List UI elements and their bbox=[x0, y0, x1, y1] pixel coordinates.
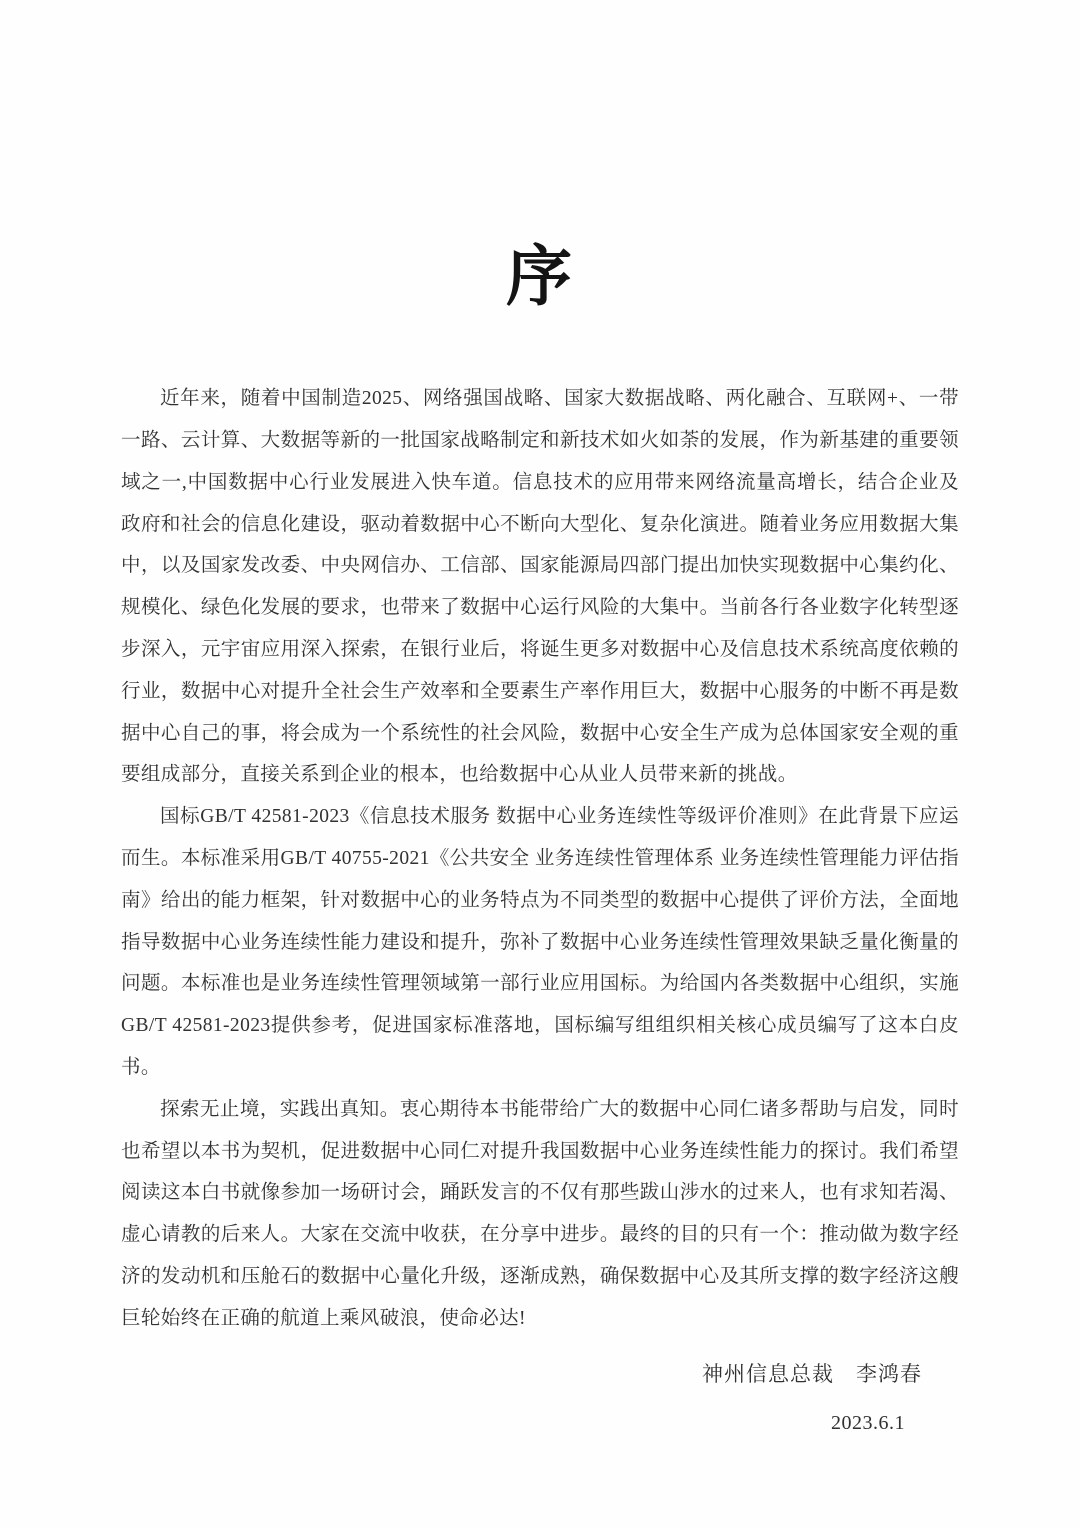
paragraph: 探索无止境，实践出真知。衷心期待本书能带给广大的数据中心同仁诸多帮助与启发，同时也希望以本书为契机，促进数据中心同仁对提升我国数据中心业务连续性能力的探讨。我们希望阅读这本白书就像参加一场研讨会，踊跃发言的不仅有那些跋山涉水的过来人，也有求知若渴、虚心请教的后来人。大家在交流中收获，在分享中进步。最终的目的只有一个：推动做为数字经济的发动机和压舱石的数据中心量化升级，逐渐成熟，确保数据中心及其所支撑的数字经济这艘巨轮始终在正确的航道上乘风破浪，使命必达! bbox=[121, 1098, 959, 1329]
document-body bbox=[121, 378, 959, 1339]
page-title: 序 bbox=[506, 241, 574, 314]
date: 2023.6.1 bbox=[831, 1411, 905, 1434]
paragraph: 近年来，随着中国制造2025、网络强国战略、国家大数据战略、两化融合、互联网+、一带一路、云计算、大数据等新的一批国家战略制定和新技术如火如荼的发展，作为新基建的重要领域之一,中国数据中心行业发展进入快车道。信息技术的应用带来网络流量高增长，结合企业及政府和社会的信息化建设，驱动着数据中心不断向大型化、复杂化演进。随着业务应用数据大集中，以及国家发改委、中央网信办、工信部、国家能源局四部门提出加快实现数据中心集约化、规模化、绿色化发展的要求，也带来了数据中心运行风险的大集中。当前各行各业数字化转型逐步深入，元宇宙应用深入探索，在银行业后，将诞生更多对数据中心及信息技术系统高度依赖的行业，数据中心对提升全社会生产效率和全要素生产率作用巨大，数据中心服务的中断不再是数据中心自己的事，将会成为一个系统性的社会风险，数据中心安全生产成为总体国家安全观的重要组成部分，直接关系到企业的根本，也给数据中心从业人员带来新的挑战。 bbox=[121, 388, 959, 786]
paragraph: 国标GB/T 42581-2023《信息技术服务 数据中心业务连续性等级评价准则》在此背景下应运而生。本标准采用GB/T 40755-2021《公共安全 业务连续性管理体系 业务连续性管理能力评估指南》给出的能力框架，针对数据中心的业务特点为不同类型的数据中心提供了评价方法，全面地指导数据中心业务连续性能力建设和提升，弥补了数据中心业务连续性管理效果缺乏量化衡量的问题。本标准也是业务连续性管理领域第一部行业应用国标。为给国内各类数据中心组织，实施GB/T 42581-2023提供参考，促进国家标准落地，国标编写组组织相关核心成员编写了这本白皮书。 bbox=[121, 806, 959, 1079]
signature: 神州信息总裁 李鸿春 bbox=[702, 1361, 922, 1386]
